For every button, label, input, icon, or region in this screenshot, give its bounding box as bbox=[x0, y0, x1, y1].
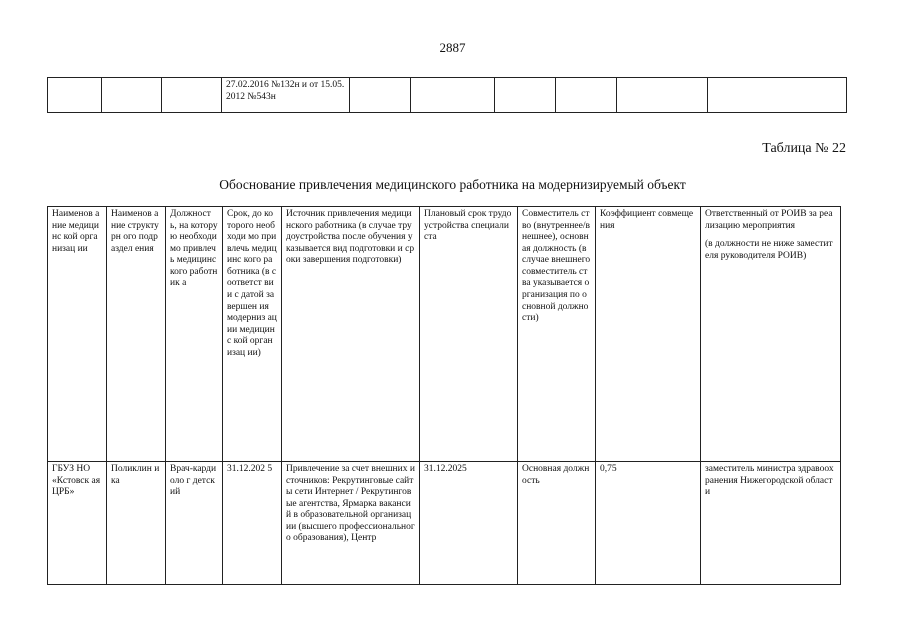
header-responsible-note: (в должности не ниже заместителя руководителя РОИВ) bbox=[705, 239, 833, 261]
header-responsible-text: Ответственный от РОИВ за реализацию мероприятия bbox=[705, 209, 833, 231]
staffing-table bbox=[47, 206, 841, 585]
cell-responsible: заместитель министра здравоохранения Нижегородской области bbox=[701, 462, 841, 585]
cell-subdivision: Поликлин ика bbox=[107, 462, 166, 585]
cell-coefficient: 0,75 bbox=[596, 462, 701, 585]
header-coefficient: Коэффициент совмещения bbox=[596, 207, 701, 462]
cell-combination: Основная должность bbox=[518, 462, 596, 585]
cell-planned-date: 31.12.2025 bbox=[420, 462, 518, 585]
header-position: Должност ь, на которую необходи мо привлечь медицинс кого работник а bbox=[166, 207, 223, 462]
continuation-cell-order: 27.02.2016 №132н и от 15.05.2012 №543н bbox=[222, 78, 350, 113]
continuation-cell bbox=[495, 78, 556, 113]
continuation-cell bbox=[617, 78, 708, 113]
table-title: Обоснование привлечения медицинского работника на модернизируемый объект bbox=[219, 177, 686, 192]
header-subdivision: Наименов ание структурн ого подраздел ения bbox=[107, 207, 166, 462]
continuation-cell bbox=[708, 78, 847, 113]
table-label: Таблица № 22 bbox=[762, 141, 846, 156]
table-row bbox=[48, 462, 841, 585]
continuation-cell bbox=[102, 78, 162, 113]
continuation-cell bbox=[350, 78, 411, 113]
cell-deadline: 31.12.202 5 bbox=[223, 462, 282, 585]
header-source: Источник привлечения медицинского работника (в случае трудоустройства после обучения указывается вид подготовки и сроки завершения подготовки) bbox=[282, 207, 420, 462]
continuation-row bbox=[48, 78, 847, 113]
cell-position: Врач-кардиоло г детский bbox=[166, 462, 223, 585]
cell-source: Привлечение за счет внешних источников: Рекрутинговые сайты сети Интернет / Рекрутинговые агентства, Ярмарка вакансий в образовательной организации (высшего профессионального образования), Центр bbox=[282, 462, 420, 585]
page-number: 2887 bbox=[439, 40, 466, 55]
continuation-cell bbox=[162, 78, 222, 113]
continuation-cell bbox=[48, 78, 102, 113]
header-organization: Наименов ание медицинс кой организац ии bbox=[48, 207, 107, 462]
header-responsible bbox=[701, 207, 841, 462]
continuation-cell bbox=[411, 78, 495, 113]
header-combination: Совместитель ство (внутреннее/в нешнее), основная должность (в случае внешнего совместитель ства указывается организация по основной должности) bbox=[518, 207, 596, 462]
cell-organization: ГБУЗ НО «Кстовск ая ЦРБ» bbox=[48, 462, 107, 585]
header-deadline: Срок, до которого необходи мо привлечь медицинс кого работника (в соответст вии с датой завершен ия модерниз ации медицинс кой организац ии) bbox=[223, 207, 282, 462]
continuation-table bbox=[47, 77, 847, 113]
header-planned-date: Плановый срок трудоустройства специалиста bbox=[420, 207, 518, 462]
table-header-row bbox=[48, 207, 841, 462]
continuation-cell bbox=[556, 78, 617, 113]
